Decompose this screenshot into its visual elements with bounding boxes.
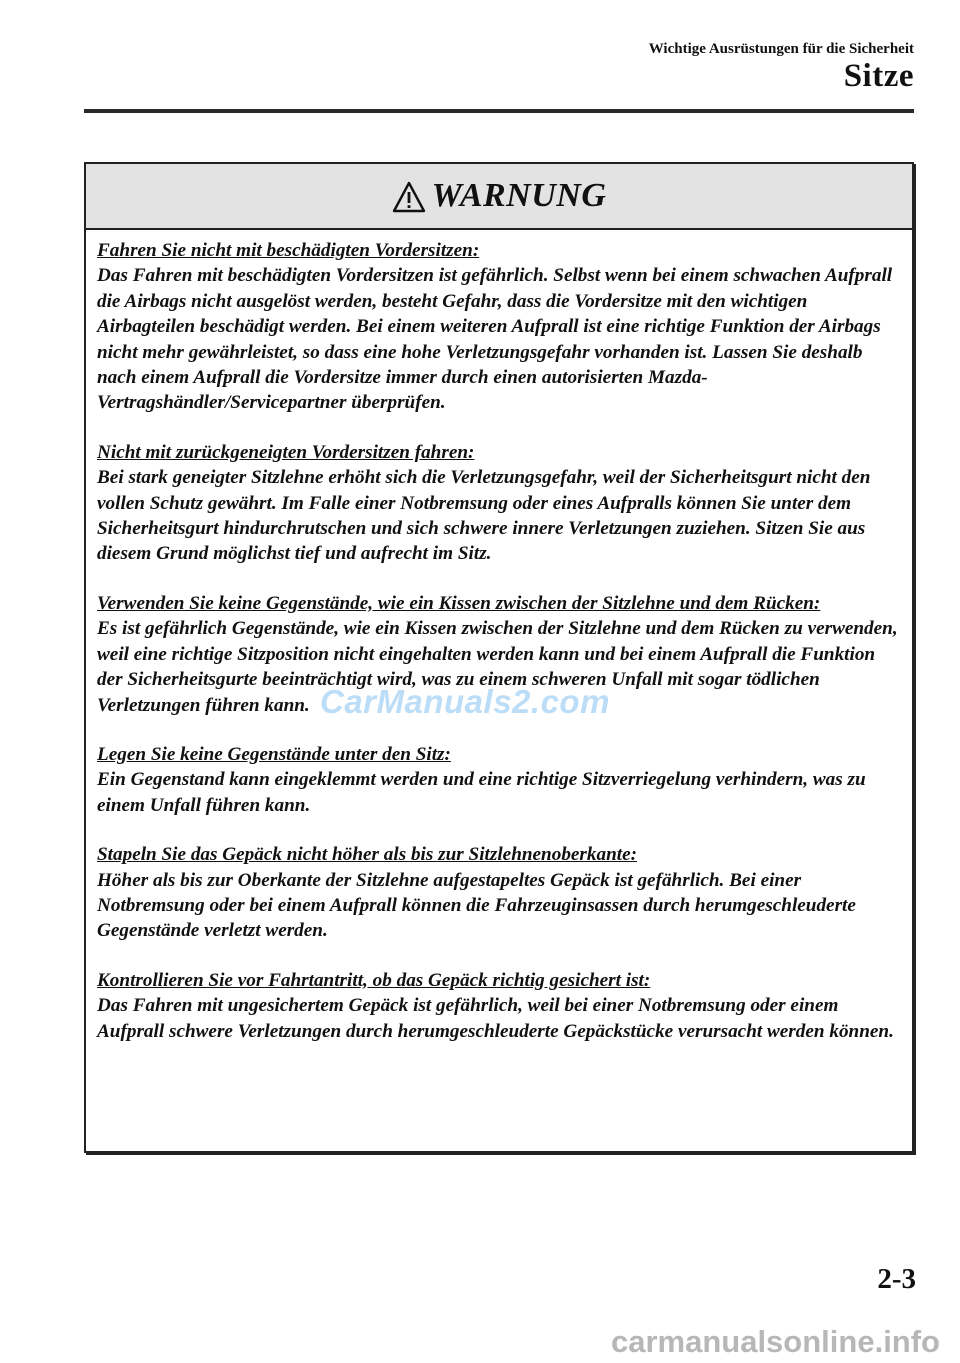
warning-title: WARNUNG	[431, 177, 607, 214]
warning-section	[97, 440, 902, 567]
section-heading: Verwenden Sie keine Gegenstände, wie ein Kissen zwischen der Sitzlehne und dem Rücken:	[97, 592, 821, 614]
page-number: 2-3	[877, 1263, 916, 1295]
header-divider	[84, 109, 914, 113]
section-text: Bei stark geneigter Sitzlehne erhöht sich die Verletzungsgefahr, weil der Sicherheitsgurt nicht den vollen Schutz gewährt. Im Falle einer Notbremsung oder eines Aufpralls können Sie unter dem Sicherheitsgurt hindurchrutschen und sich schwere innere Verletzungen zuziehen. Sitzen Sie aus diesem Grund möglichst tief und aufrecht im Sitz.	[97, 467, 871, 565]
section-subtitle: Wichtige Ausrüstungen für die Sicherheit	[648, 41, 914, 57]
warning-triangle-icon	[392, 181, 426, 213]
section-text: Es ist gefährlich Gegenstände, wie ein Kissen zwischen der Sitzlehne und dem Rücken zu verwenden, weil eine richtige Sitzposition nicht eingehalten werden kann und bei einem Aufprall die Funktion der Sicherheitsgurte beeinträchtigt wird, was zu einem schweren Unfall mit sogar tödlichen Verletzungen führen kann.	[97, 618, 898, 716]
section-heading: Legen Sie keine Gegenstände unter den Sitz:	[97, 743, 451, 765]
section-heading: Fahren Sie nicht mit beschädigten Vordersitzen:	[97, 240, 480, 261]
section-text: Höher als bis zur Oberkante der Sitzlehne aufgestapeltes Gepäck ist gefährlich. Bei einer Notbremsung oder bei einem Aufprall können die Fahrzeuginsassen durch herumgeschleuderte Gegenstände verletzt werden.	[97, 869, 856, 942]
warning-body	[86, 230, 912, 1044]
warning-section	[97, 968, 902, 1044]
section-text: Das Fahren mit beschädigten Vordersitzen ist gefährlich. Selbst wenn bei einem schwachen Aufprall die Airbags nicht ausgelöst werden, besteht Gefahr, dass die Vordersitze mit den wichtigen Airbagteilen beschädigt werden. Bei einem weiteren Aufprall ist eine richtige Funktion der Airbags nicht mehr gewährleistet, so dass eine hohe Verletzungsgefahr vorhanden ist. Lassen Sie deshalb nach einem Aufprall die Vordersitze immer durch einen autorisierten Mazda-Vertragshändler/Servicepartner überprüfen.	[97, 265, 893, 414]
section-text: Das Fahren mit ungesichertem Gepäck ist gefährlich, weil bei einer Notbremsung oder einem Aufprall schwere Verletzungen durch herumgeschleuderte Gepäckstücke verursacht werden können.	[97, 995, 894, 1042]
warning-section	[97, 238, 902, 416]
warning-section	[97, 742, 902, 818]
section-text: Ein Gegenstand kann eingeklemmt werden und eine richtige Sitzverriegelung verhindern, was zu einem Unfall führen kann.	[97, 769, 866, 816]
warning-box	[84, 162, 914, 1153]
section-heading: Stapeln Sie das Gepäck nicht höher als bis zur Sitzlehnenoberkante:	[97, 844, 637, 866]
warning-header	[86, 164, 912, 230]
warning-section	[97, 842, 902, 944]
section-heading: Kontrollieren Sie vor Fahrtantritt, ob das Gepäck richtig gesichert ist:	[97, 969, 651, 991]
footer-source-watermark: carmanualsonline.info	[610, 1324, 940, 1359]
section-heading: Nicht mit zurückgeneigten Vordersitzen fahren:	[97, 441, 475, 463]
watermark: CarManuals2.com	[320, 683, 610, 720]
page-title: Sitze	[843, 58, 914, 94]
